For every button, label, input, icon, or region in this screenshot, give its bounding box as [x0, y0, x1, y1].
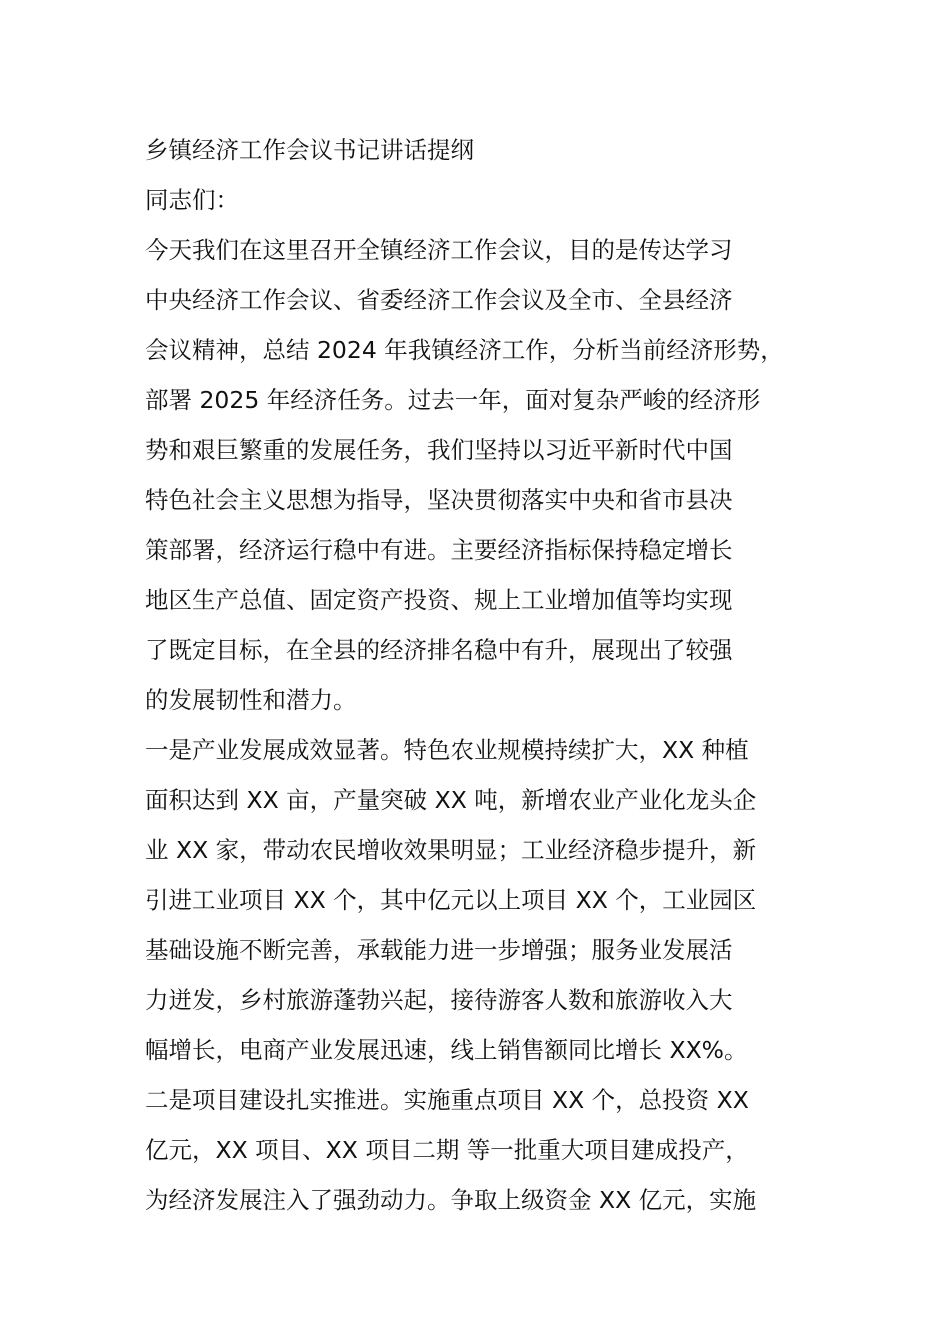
document-title: 乡镇经济工作会议书记讲话提纲: [145, 136, 474, 164]
body-line: 一是产业发展成效显著。特色农业规模持续扩大，XX 种植: [145, 736, 749, 764]
salutation: 同志们：: [145, 186, 239, 214]
body-line: 特色社会主义思想为指导，坚决贯彻落实中央和省市县决: [145, 486, 733, 514]
body-line: 势和艰巨繁重的发展任务，我们坚持以习近平新时代中国: [145, 436, 733, 464]
body-line: 了既定目标，在全县的经济排名稳中有升，展现出了较强: [145, 636, 733, 664]
body-line: 力迸发，乡村旅游蓬勃兴起，接待游客人数和旅游收入大: [145, 986, 733, 1014]
body-line: 二是项目建设扎实推进。实施重点项目 XX 个，总投资 XX: [145, 1086, 749, 1114]
body-line: 地区生产总值、固定资产投资、规上工业增加值等均实现: [145, 586, 733, 614]
body-line: 部署 2025 年经济任务。过去一年，面对复杂严峻的经济形: [145, 386, 761, 414]
body-line: 为经济发展注入了强劲动力。争取上级资金 XX 亿元，实施: [145, 1186, 757, 1214]
body-line: 基础设施不断完善，承载能力进一步增强；服务业发展活: [145, 936, 733, 964]
body-line: 今天我们在这里召开全镇经济工作会议，目的是传达学习: [145, 236, 733, 264]
body-line: 引进工业项目 XX 个，其中亿元以上项目 XX 个，工业园区: [145, 886, 757, 914]
body-line: 的发展韧性和潜力。: [145, 686, 357, 714]
body-line: 中央经济工作会议、省委经济工作会议及全市、全县经济: [145, 286, 733, 314]
body-line: 策部署，经济运行稳中有进。主要经济指标保持稳定增长: [145, 536, 733, 564]
body-line: 幅增长，电商产业发展迅速，线上销售额同比增长 XX%。: [145, 1036, 748, 1064]
body-line: 亿元，XX 项目、XX 项目二期 等一批重大项目建成投产，: [145, 1136, 749, 1164]
body-line: 会议精神，总结 2024 年我镇经济工作，分析当前经济形势，: [145, 336, 784, 364]
body-line: 面积达到 XX 亩，产量突破 XX 吨，新增农业产业化龙头企: [145, 786, 757, 814]
body-line: 业 XX 家，带动农民增收效果明显；工业经济稳步提升，新: [145, 836, 757, 864]
